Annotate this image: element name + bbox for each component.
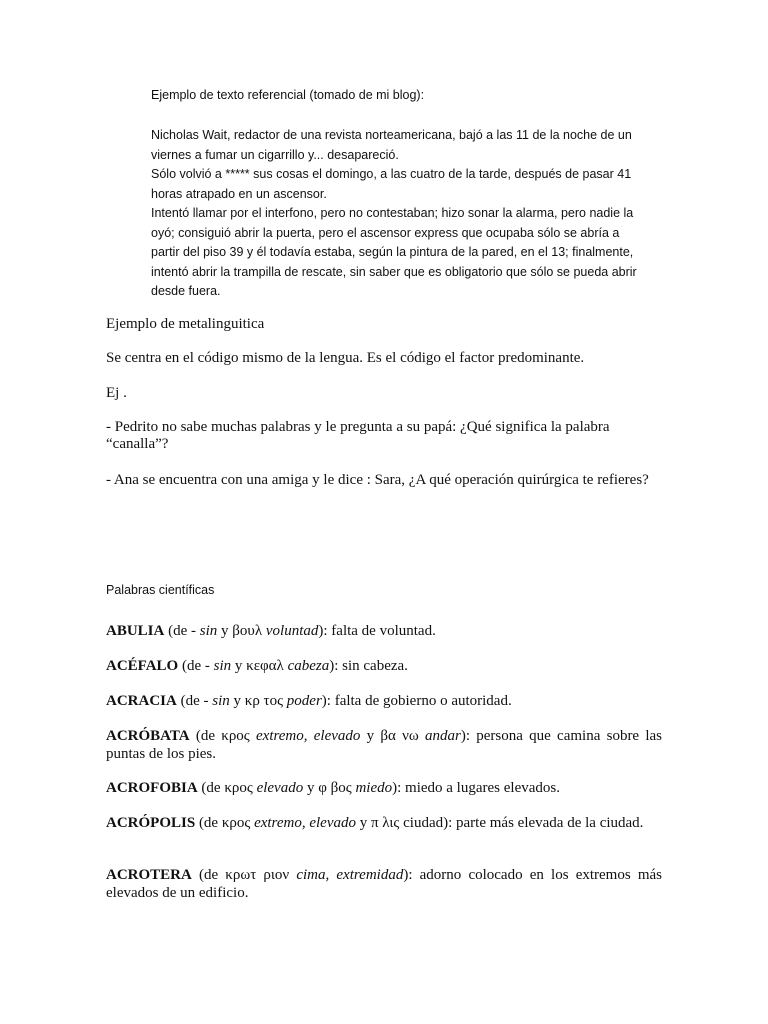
entry-acracia bbox=[106, 692, 662, 710]
entry-text: ): persona que camina sobre las puntas de los pies. bbox=[106, 728, 662, 762]
entry-abulia bbox=[106, 622, 662, 640]
entry-acrotera bbox=[106, 866, 662, 902]
entry-gloss: sin bbox=[213, 658, 232, 674]
entry-text: (de bbox=[178, 658, 205, 674]
quote-paragraph-3: Intentó llamar por el interfono, pero no contestaban; hizo sonar la alarma, pero nadie la oyó; consiguió abrir la puerta, pero el ascensor express que ocupaba sólo se abría a partir del piso 39 y él todavía estaba, según la pintura de la pared, en el 13; finalmente, intentó abrir la trampilla de rescate, sin saber que es obligatorio que sólo se pueda abrir desde fuera. bbox=[151, 206, 637, 298]
scientific-heading: Palabras científicas bbox=[106, 583, 215, 597]
entry-acropolis bbox=[106, 814, 662, 832]
entry-text: ): falta de voluntad. bbox=[318, 623, 436, 639]
entry-acrobata bbox=[106, 727, 662, 763]
entry-term: ABULIA bbox=[106, 623, 165, 639]
entry-term: ACRÓPOLIS bbox=[106, 815, 196, 831]
entry-text: (de bbox=[195, 815, 222, 831]
entry-greek: - bbox=[203, 693, 213, 709]
entry-text: ): falta de gobierno o autoridad. bbox=[321, 693, 512, 709]
entry-text: y bbox=[360, 728, 381, 744]
metalinguistic-heading: Ejemplo de metalinguitica bbox=[106, 316, 265, 332]
entry-gloss: sin bbox=[212, 693, 230, 709]
entry-greek: βα νω bbox=[380, 728, 426, 744]
entry-term: ACRÓBATA bbox=[106, 728, 190, 744]
entry-text: (de bbox=[189, 728, 222, 744]
ej-label: Ej . bbox=[106, 385, 127, 401]
entry-gloss: cabeza bbox=[287, 658, 330, 674]
entry-gloss: andar bbox=[425, 728, 461, 744]
entry-text: ): miedo a lugares elevados. bbox=[392, 780, 560, 796]
entry-text: , bbox=[301, 815, 310, 831]
example-1: - Pedrito no sabe muchas palabras y le pregunta a su papá: ¿Qué significa la palabra “canalla”? bbox=[106, 419, 610, 452]
entry-greek: - bbox=[191, 623, 200, 639]
example-2: - Ana se encuentra con una amiga y le dice : Sara, ¿A qué operación quirúrgica te refieres? bbox=[106, 472, 649, 488]
entry-text: (de bbox=[164, 623, 192, 639]
entry-greek: κρος bbox=[221, 728, 256, 744]
entry-greek: κρος bbox=[221, 815, 255, 831]
entry-gloss: voluntad bbox=[265, 623, 319, 639]
entry-gloss: cima, extremidad bbox=[296, 867, 404, 883]
entry-gloss: poder bbox=[286, 693, 322, 709]
entry-gloss: extremo bbox=[254, 815, 302, 831]
entry-acefalo bbox=[106, 657, 662, 675]
entry-text: y bbox=[229, 693, 245, 709]
entry-text: y bbox=[303, 780, 319, 796]
quote-paragraph-2: Sólo volvió a ***** sus cosas el domingo, a las cuatro de la tarde, después de pasar 41 horas atrapado en un ascensor. bbox=[151, 167, 632, 201]
entry-gloss: elevado bbox=[309, 815, 356, 831]
entry-acrofobia bbox=[106, 779, 662, 797]
entry-gloss: extremo, elevado bbox=[256, 728, 361, 744]
metalinguistic-definition: Se centra en el código mismo de la lengua. Es el código el factor predominante. bbox=[106, 350, 585, 366]
entry-text: ): sin cabeza. bbox=[329, 658, 408, 674]
entry-gloss: miedo bbox=[355, 780, 393, 796]
entry-greek: κεφαλ bbox=[246, 658, 288, 674]
entry-text: y π λις ciudad): parte más elevada de la ciudad. bbox=[355, 815, 644, 831]
entry-text: y bbox=[217, 623, 233, 639]
entry-gloss: elevado bbox=[256, 780, 304, 796]
entry-text: (de bbox=[197, 780, 225, 796]
entry-greek: - bbox=[204, 658, 214, 674]
entry-term: ACROFOBIA bbox=[106, 780, 198, 796]
quote-paragraph-1: Nicholas Wait, redactor de una revista norteamericana, bajó a las 11 de la noche de un viernes a fumar un cigarrillo y... desapareció. bbox=[151, 128, 632, 162]
entry-text: y bbox=[231, 658, 247, 674]
referential-quote bbox=[151, 126, 651, 302]
entry-greek: βουλ bbox=[232, 623, 266, 639]
entry-greek: φ βος bbox=[318, 780, 356, 796]
entry-gloss: sin bbox=[199, 623, 218, 639]
entry-term: ACRACIA bbox=[106, 693, 177, 709]
entry-term: ACÉFALO bbox=[106, 658, 179, 674]
entry-text: ): adorno colocado en los extremos más elevados de un edificio. bbox=[106, 867, 662, 901]
entry-text: (de bbox=[191, 867, 226, 883]
entry-greek: κρος bbox=[224, 780, 257, 796]
entry-term: ACROTERA bbox=[106, 867, 192, 883]
entry-greek: κρ τος bbox=[244, 693, 287, 709]
entry-greek: κρωτ ριον bbox=[225, 867, 297, 883]
referential-heading: Ejemplo de texto referencial (tomado de mi blog): bbox=[151, 88, 425, 102]
entry-text: (de bbox=[176, 693, 204, 709]
